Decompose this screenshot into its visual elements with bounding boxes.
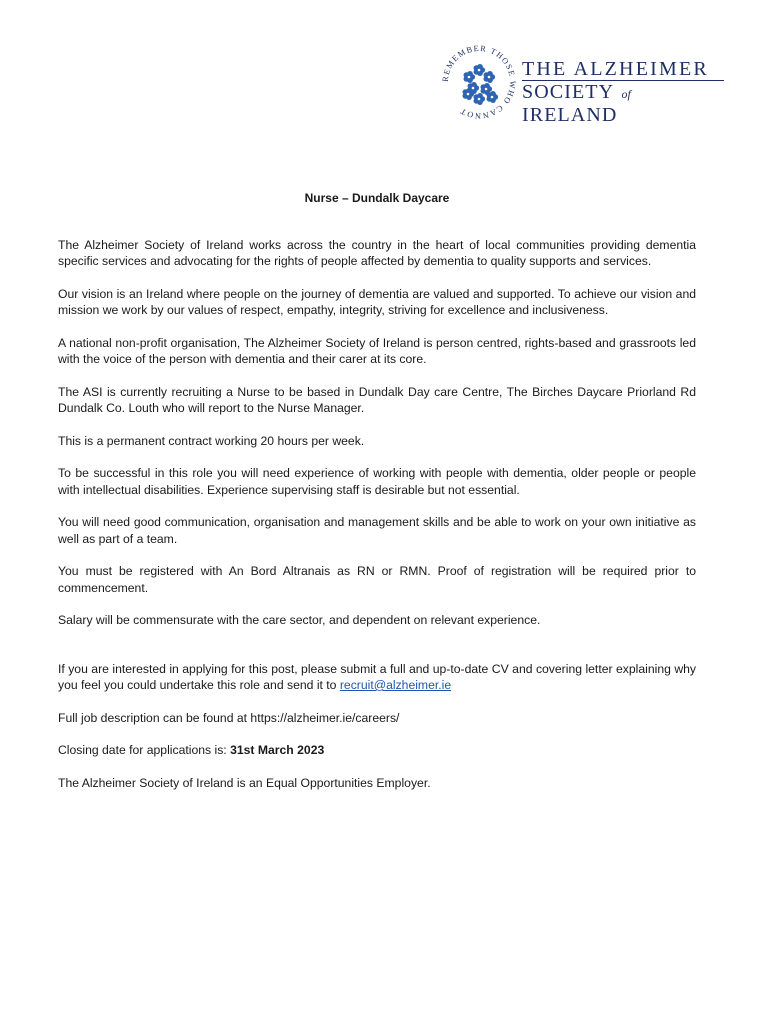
paragraph-registration: You must be registered with An Bord Altranais as RN or RMN. Proof of registration will be required prior to commencement. — [58, 564, 696, 595]
organisation-logo — [440, 43, 730, 127]
paragraph-experience: To be successful in this role you will need experience of working with people with dementia, older people or people with intellectual disabilities. Experience supervising staff is desirable but not essential. — [58, 466, 696, 497]
seal-flower-icon — [440, 43, 518, 121]
email-link[interactable]: recruit@alzheimer.ie — [339, 678, 452, 692]
forget-me-not-flowers — [463, 64, 499, 105]
closing-date: 31st March 2023 — [230, 743, 325, 757]
paragraph-role: The ASI is currently recruiting a Nurse to be based in Dundalk Day care Centre, The Birches Daycare Priorland Rd Dundalk Co. Louth who will report to the Nurse Manager. — [58, 384, 696, 415]
paragraph-closing-date: Closing date for applications is: 31st March 2023 — [58, 743, 325, 757]
paragraph-contract: This is a permanent contract working 20 hours per week. — [58, 433, 365, 448]
paragraph-apply: If you are interested in applying for this post, please submit a full and up-to-date CV and covering letter explaining why you feel you could undertake this role and send it to recruit@alzheimer.ie — [58, 661, 696, 692]
seal-text: REMEMBER THOSE WHO CANNOT — [440, 43, 518, 121]
org-name-line1: THE ALZHEIMER — [522, 58, 709, 80]
org-name-line2: SOCIETY of IRELAND — [522, 81, 631, 127]
paragraph-job-description: Full job description can be found at https://alzheimer.ie/careers/ — [58, 710, 400, 725]
page-title: Nurse – Dundalk Daycare — [304, 191, 450, 205]
paragraph-organisation: A national non-profit organisation, The Alzheimer Society of Ireland is person centred, rights-based and grassroots led with the voice of the person with dementia and their carer at its core. — [58, 335, 696, 366]
paragraph-skills: You will need good communication, organisation and management skills and be able to work on your own initiative as well as part of a team. — [58, 515, 696, 546]
paragraph-equal-opportunities: The Alzheimer Society of Ireland is an Equal Opportunities Employer. — [58, 775, 431, 790]
paragraph-salary: Salary will be commensurate with the care sector, and dependent on relevant experience. — [58, 613, 541, 627]
paragraph-about: The Alzheimer Society of Ireland works across the country in the heart of local communities providing dementia specific services and advocating for the rights of people affected by dementia to quality supports and services. — [58, 237, 696, 268]
svg-text:REMEMBER THOSE WHO CANNOT — [441, 44, 517, 120]
organisation-name — [522, 59, 728, 126]
paragraph-vision: Our vision is an Ireland where people on the journey of dementia are valued and supported. To achieve our vision and mission we work by our values of respect, empathy, integrity, striving for excellence and inclusiveness. — [58, 286, 696, 317]
job-advert — [58, 190, 696, 807]
